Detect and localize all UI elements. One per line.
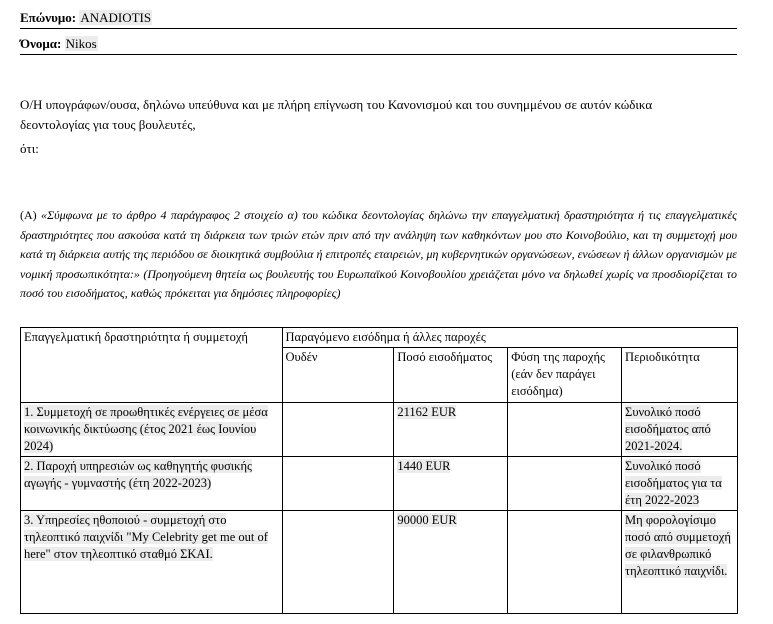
row-2-amount: 1440 EUR: [397, 459, 451, 473]
section-a-quote: «Σύμφωνα με το άρθρο 4 παράγραφος 2 στοιχείο α) του κώδικα δεοντολογίας δηλώνω την επαγγελματική δραστηριότητα ή τις επαγγελματικές δραστηριότητες που ασκούσα κατά τη διάρκεια των τριών ετών πριν από την ανάληψη των καθηκόντων μου στο Κοινοβούλιο, και τη συμμετοχή μου κατά τη διάρκεια αυτής της περιόδου σε διοικητικά συμβούλια ή επιτροπές εταιρειών, μη κυβερνητικών οργανώσεων, ενώσεων ή άλλων οργανισμών με νομική προσωπικότητα:»: [20, 208, 737, 281]
surname-label: Επώνυμο:: [20, 10, 77, 25]
row-3-periodicity: Μη φορολογίσιμο ποσό από συμμετοχή σε φιλανθρωπικό τηλεοπτικό παιχνίδι.: [625, 513, 731, 578]
name-value: Nikos: [65, 36, 97, 51]
header-nature: Φύση της παροχής (εάν δεν παράγει εισόδημα): [508, 348, 622, 403]
header-periodicity: Περιοδικότητα: [622, 348, 738, 403]
surname-value: ANADIOTIS: [80, 10, 152, 25]
table-row: [21, 403, 738, 457]
declaration-line-1: Ο/Η υπογράφων/ουσα, δηλώνω υπεύθυνα και με πλήρη επίγνωση του Κανονισμού και του συνημμένου σε αυτόν κώδικα: [20, 97, 653, 112]
activity-table: [20, 327, 738, 614]
row-3-activity: 3. Υπηρεσίες ηθοποιού - συμμετοχή στο τηλεοπτικό παιχνίδι "My Celebrity get me out of here" στον τηλεοπτικό σταθμό ΣΚΑΙ.: [24, 513, 268, 561]
oti-text: ότι:: [20, 141, 39, 156]
row-1-amount: 21162 EUR: [397, 405, 457, 419]
row-1-periodicity: Συνολικό ποσό εισοδήματος από 2021-2024.: [625, 405, 711, 453]
name-row: [20, 36, 737, 55]
header-activity: Επαγγελματική δραστηριότητα ή συμμετοχή: [21, 328, 283, 403]
table-row: [21, 457, 738, 511]
declaration-text: [20, 95, 740, 135]
row-1-none: [282, 403, 394, 457]
row-2-activity: 2. Παροχή υπηρεσιών ως καθηγητής φυσικής αγωγής - γυμναστής (έτη 2022-2023): [24, 459, 252, 490]
table-row: [21, 511, 738, 614]
table-header-row: [21, 328, 738, 348]
row-1-nature: [508, 403, 622, 457]
row-2-periodicity: Συνολικό ποσό εισοδήματος για τα έτη 2022-2023: [625, 459, 722, 507]
row-1-activity: 1. Συμμετοχή σε προωθητικές ενέργειες σε μέσα κοινωνικής δικτύωσης (έτος 2021 έως Ιουνίου 2024): [24, 405, 268, 453]
section-a-text: [20, 206, 737, 304]
section-a-note: (Προηγούμενη θητεία ως βουλευτής του Ευρωπαϊκού Κοινοβουλίου χρειάζεται μόνο να δηλωθεί χωρίς να προσδιορίζεται το ποσό του εισοδήματος, καθώς πρόκειται για δημόσιες πληροφορίες): [20, 266, 737, 300]
row-3-nature: [508, 511, 622, 614]
header-income-group: Παραγόμενο εισόδημα ή άλλες παροχές: [282, 328, 737, 348]
header-amount: Ποσό εισοδήματος: [394, 348, 508, 403]
row-2-nature: [508, 457, 622, 511]
row-2-none: [282, 457, 394, 511]
header-none: Ουδέν: [282, 348, 394, 403]
row-3-none: [282, 511, 394, 614]
declaration-line-2: δεοντολογίας για τους βουλευτές,: [20, 117, 196, 132]
row-3-amount: 90000 EUR: [397, 513, 457, 527]
name-label: Όνομα:: [20, 36, 62, 51]
surname-row: [20, 10, 737, 29]
section-a-prefix: (A): [20, 208, 42, 222]
